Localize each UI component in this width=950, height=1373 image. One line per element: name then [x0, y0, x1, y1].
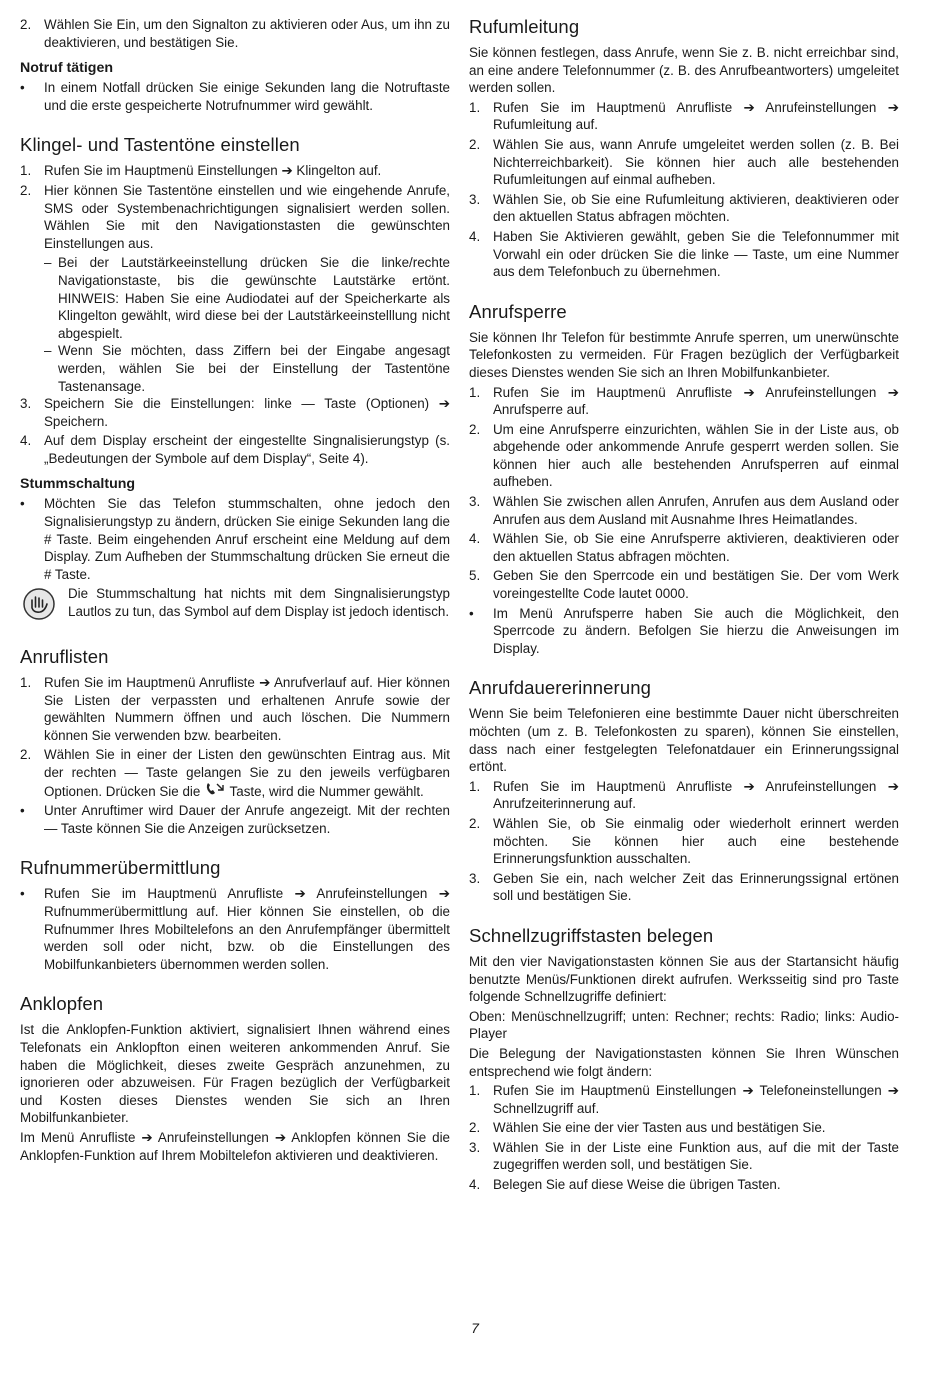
list-item: 1. Rufen Sie im Hauptmenü Anrufliste ➔ Anrufeinstellungen ➔ Rufumleitung auf.	[469, 99, 899, 133]
sub-item: – Wenn Sie möchten, dass Ziffern bei der Eingabe angesagt werden, wählen Sie bei der Einstellung der Tastentöne Tastenansage.	[44, 343, 450, 394]
heading-anklopfen: Anklopfen	[20, 993, 104, 1015]
list-item: • In einem Notfall drücken Sie einige Sekunden lang die Notruftaste und die erste gespeicherte Notrufnummer wird gewählt.	[20, 80, 450, 113]
heading-rufumleitung: Rufumleitung	[469, 16, 580, 37]
right-column	[469, 16, 899, 1196]
paragraph: Mit den vier Navigationstasten können Sie aus der Startansicht häufig benutzte Menüs/Funktionen direkt aufrufen. Werksseitig sind pro Taste folgende Schnellzugriffe definiert:	[469, 953, 899, 1005]
heading-anrufdauer: Anrufdauererinnerung	[469, 677, 651, 699]
paragraph: Im Menü Anrufliste ➔ Anrufeinstellungen ➔ Anklopfen können Sie die Anklopfen-Funktion auf Ihrem Mobiltelefon aktivieren und deaktivieren.	[20, 1129, 450, 1163]
heading-anruflisten: Anruflisten	[20, 646, 109, 668]
list-item: 4. Auf dem Display erscheint der eingestellte Singnalisierungstyp (s. „Bedeutungen der Symbole auf dem Display“, Seite 4).	[20, 433, 450, 466]
list-item: 1. Rufen Sie im Hauptmenü Anrufliste ➔ Anrufeinstellungen ➔ Anrufzeiterinnerung auf.	[469, 778, 899, 812]
left-column	[20, 16, 450, 1166]
list-item: 4. Wählen Sie, ob Sie eine Anrufsperre aktivieren, deaktivieren oder den aktuellen Status abfragen möchten.	[469, 531, 899, 564]
paragraph: Die Belegung der Navigationstasten können Sie Ihren Wünschen entsprechend wie folgt ändern:	[469, 1045, 899, 1079]
paragraph: Ist die Anklopfen-Funktion aktiviert, signalisiert Ihnen während eines Telefonats ein Anklopfton einen weiteren ankommenden Anruf. Sie haben die Möglichkeit, dieses zweite Gespräch anzunehmen, zu ignorieren oder abzuweisen. Für Fragen bezüglich der Verfügbarkeit und Kosten dieses Dienstes wenden Sie sich an Ihren Mobilfunkanbieter.	[20, 1022, 450, 1126]
list-item: 2. Wählen Sie eine der vier Tasten aus und bestätigen Sie.	[469, 1120, 826, 1136]
paragraph: Sie können festlegen, dass Anrufe, wenn Sie z. B. nicht erreichbar sind, an eine andere Telefonnummer (z. B. des Anrufbeantworters) umgeleitet werden sollen.	[469, 45, 899, 96]
list-item: 1. Rufen Sie im Hauptmenü Einstellungen ➔ Telefoneinstellungen ➔ Schnellzugriff auf.	[469, 1083, 899, 1116]
note: Die Stummschaltung hat nichts mit dem Singnalisierungstyp Lautlos zu tun, das Symbol auf dem Display ist jedoch identisch.	[20, 585, 450, 626]
heading-stumm: Stummschaltung	[20, 476, 136, 493]
list-item: 3. Wählen Sie in der Liste eine Funktion aus, auf die mit der Taste zugegriffen werden soll, und bestätigen Sie.	[469, 1139, 899, 1173]
list-item: 2. Um eine Anrufsperre einzurichten, wählen Sie in der Liste aus, ob abgehende oder ankommende Anrufe gesperrt werden sollen. Sie können hier auch alle bestehenden Anrufsperren auf einmal aufheben.	[469, 421, 899, 490]
list-item: 3. Wählen Sie zwischen allen Anrufen, Anrufen aus dem Ausland oder Anrufen aus dem Ausland mit Ausnahme Ihres Heimatlandes.	[469, 494, 899, 527]
heading-notruf: Notruf tätigen	[20, 60, 113, 77]
list-item: 1. Rufen Sie im Hauptmenü Anrufliste ➔ Anrufeinstellungen ➔ Anrufsperre auf.	[469, 384, 899, 418]
list-item: • Möchten Sie das Telefon stummschalten, ohne jedoch den Signalisierungstyp zu ändern, drücken Sie einige Sekunden lang die # Taste. Beim eingehenden Anruf erscheint eine Meldung auf dem Display. Zum Aufheben der Stummschaltung drücken Sie erneut die # Taste.	[20, 496, 450, 582]
heading-anrufsperre: Anrufsperre	[469, 300, 567, 322]
hand-note-icon	[20, 585, 68, 626]
list-item: 1. Rufen Sie im Hauptmenü Anrufliste ➔ Anrufverlauf auf. Hier können Sie Listen der verpassten und erhaltenen Anrufe sowie der gewählten Nummern öffnen und auch löschen. Die Nummern können Sie verwenden bzw. bearbeiten.	[20, 675, 450, 743]
list-item: • Unter Anruftimer wird Dauer der Anrufe angezeigt. Mit der rechten — Taste können Sie die Anzeigen zurücksetzen.	[20, 803, 450, 836]
list-item: 3. Geben Sie ein, nach welcher Zeit das Erinnerungssignal ertönen soll und bestätigen Sie.	[469, 870, 899, 904]
heading-schnellzugriff: Schnellzugriffstasten belegen	[469, 924, 714, 946]
list-item: 4. Belegen Sie auf diese Weise die übrigen Tasten.	[469, 1177, 781, 1193]
list-item: 5. Geben Sie den Sperrcode ein und bestätigen Sie. Der vom Werk voreingestellte Code lautet 0000.	[469, 568, 899, 602]
paragraph: Oben: Menüschnellzugriff; unten: Rechner; rechts: Radio; links: Audio-Player	[469, 1008, 899, 1042]
list-item: 1. Rufen Sie im Hauptmenü Einstellungen ➔ Klingelton auf.	[20, 163, 382, 179]
paragraph: Wenn Sie beim Telefonieren eine bestimmte Dauer nicht überschreiten möchten (um z. B. Telefonkosten zu sparen), können Sie einstellen, dass nach einer festgelegten Telefonatdauer ein Erinnerungssignal ertönt.	[469, 706, 899, 775]
list-item: • Im Menü Anrufsperre haben Sie auch die Möglichkeit, den Sperrcode zu ändern. Befolgen Sie hierzu die Anweisungen im Display.	[469, 605, 899, 656]
heading-klingel: Klingel- und Tastentöne einstellen	[20, 134, 300, 156]
list-item: 2. Hier können Sie Tastentöne einstellen und wie eingehende Anrufe, SMS oder Systembenachrichtigungen signalisiert werden sollen. Wählen Sie mit den Navigationstasten die gewünschten Einstellungen aus.	[20, 182, 450, 251]
paragraph: Sie können Ihr Telefon für bestimmte Anrufe sperren, um unerwünschte Telefonkosten zu vermeiden. Für Fragen bezüglich der Verfügbarkeit dieses Dienstes wenden Sie sich an Ihren Mobilfunkanbieter.	[469, 329, 899, 380]
list-item: 2. Wählen Sie Ein, um den Signalton zu aktivieren oder Aus, um ihn zu deaktivieren, und bestätigen Sie.	[20, 17, 450, 50]
list-item: 2. Wählen Sie aus, wann Anrufe umgeleitet werden sollen (z. B. Bei Nichterreichbarkeit). Sie können hier auch alle bestehenden Rufumleitungen auf einmal aufheben.	[469, 136, 899, 188]
sub-item: – Bei der Lautstärkeeinstellung drücken Sie die linke/rechte Navigationstaste, bis die gewünschte Lautstärke ertönt. HINWEIS: Haben Sie eine Audiodatei auf der Speicherkarte als Klingelton gewählt, wird diese bei der Lautstärkeeinstelllung nicht abgespielt.	[44, 255, 450, 341]
heading-rufnummer: Rufnummerübermittlung	[20, 857, 221, 879]
call-icon	[204, 784, 226, 799]
list-item: 4. Haben Sie Aktivieren gewählt, geben Sie die Telefonnummer mit Vorwahl ein oder drücken Sie die linke — Taste, um eine Nummer aus dem Telefonbuch zu übernehmen.	[469, 228, 899, 280]
list-item: 2. Wählen Sie in einer der Listen den gewünschten Eintrag aus. Mit der rechten — Taste gelangen Sie zu den jeweils verfügbaren Optionen. Drücken Sie die Taste, wird die Nummer gewählt.	[20, 747, 450, 799]
list-item: • Rufen Sie im Hauptmenü Anrufliste ➔ Anrufeinstellungen ➔ Rufnummerübermittlung auf. Hier können Sie einstellen, ob die Rufnummer Ihres Mobiltelefons an den Anrufempfänger übermittelt werden soll oder nicht, bzw. ob die Einstellungen des Mobilfunkanbieters übernommen werden sollen.	[20, 886, 450, 972]
list-item: 3. Speichern Sie die Einstellungen: linke — Taste (Optionen) ➔ Speichern.	[20, 396, 450, 429]
list-item: 3. Wählen Sie, ob Sie eine Rufumleitung aktivieren, deaktivieren oder den aktuellen Status abfragen möchten.	[469, 191, 899, 225]
list-item: 2. Wählen Sie, ob Sie einmalig oder wiederholt erinnert werden möchten. Sie können hier auch eine bestehende Erinnerungsfunktion ausschalten.	[469, 815, 899, 867]
page-number: 7	[471, 1320, 479, 1336]
